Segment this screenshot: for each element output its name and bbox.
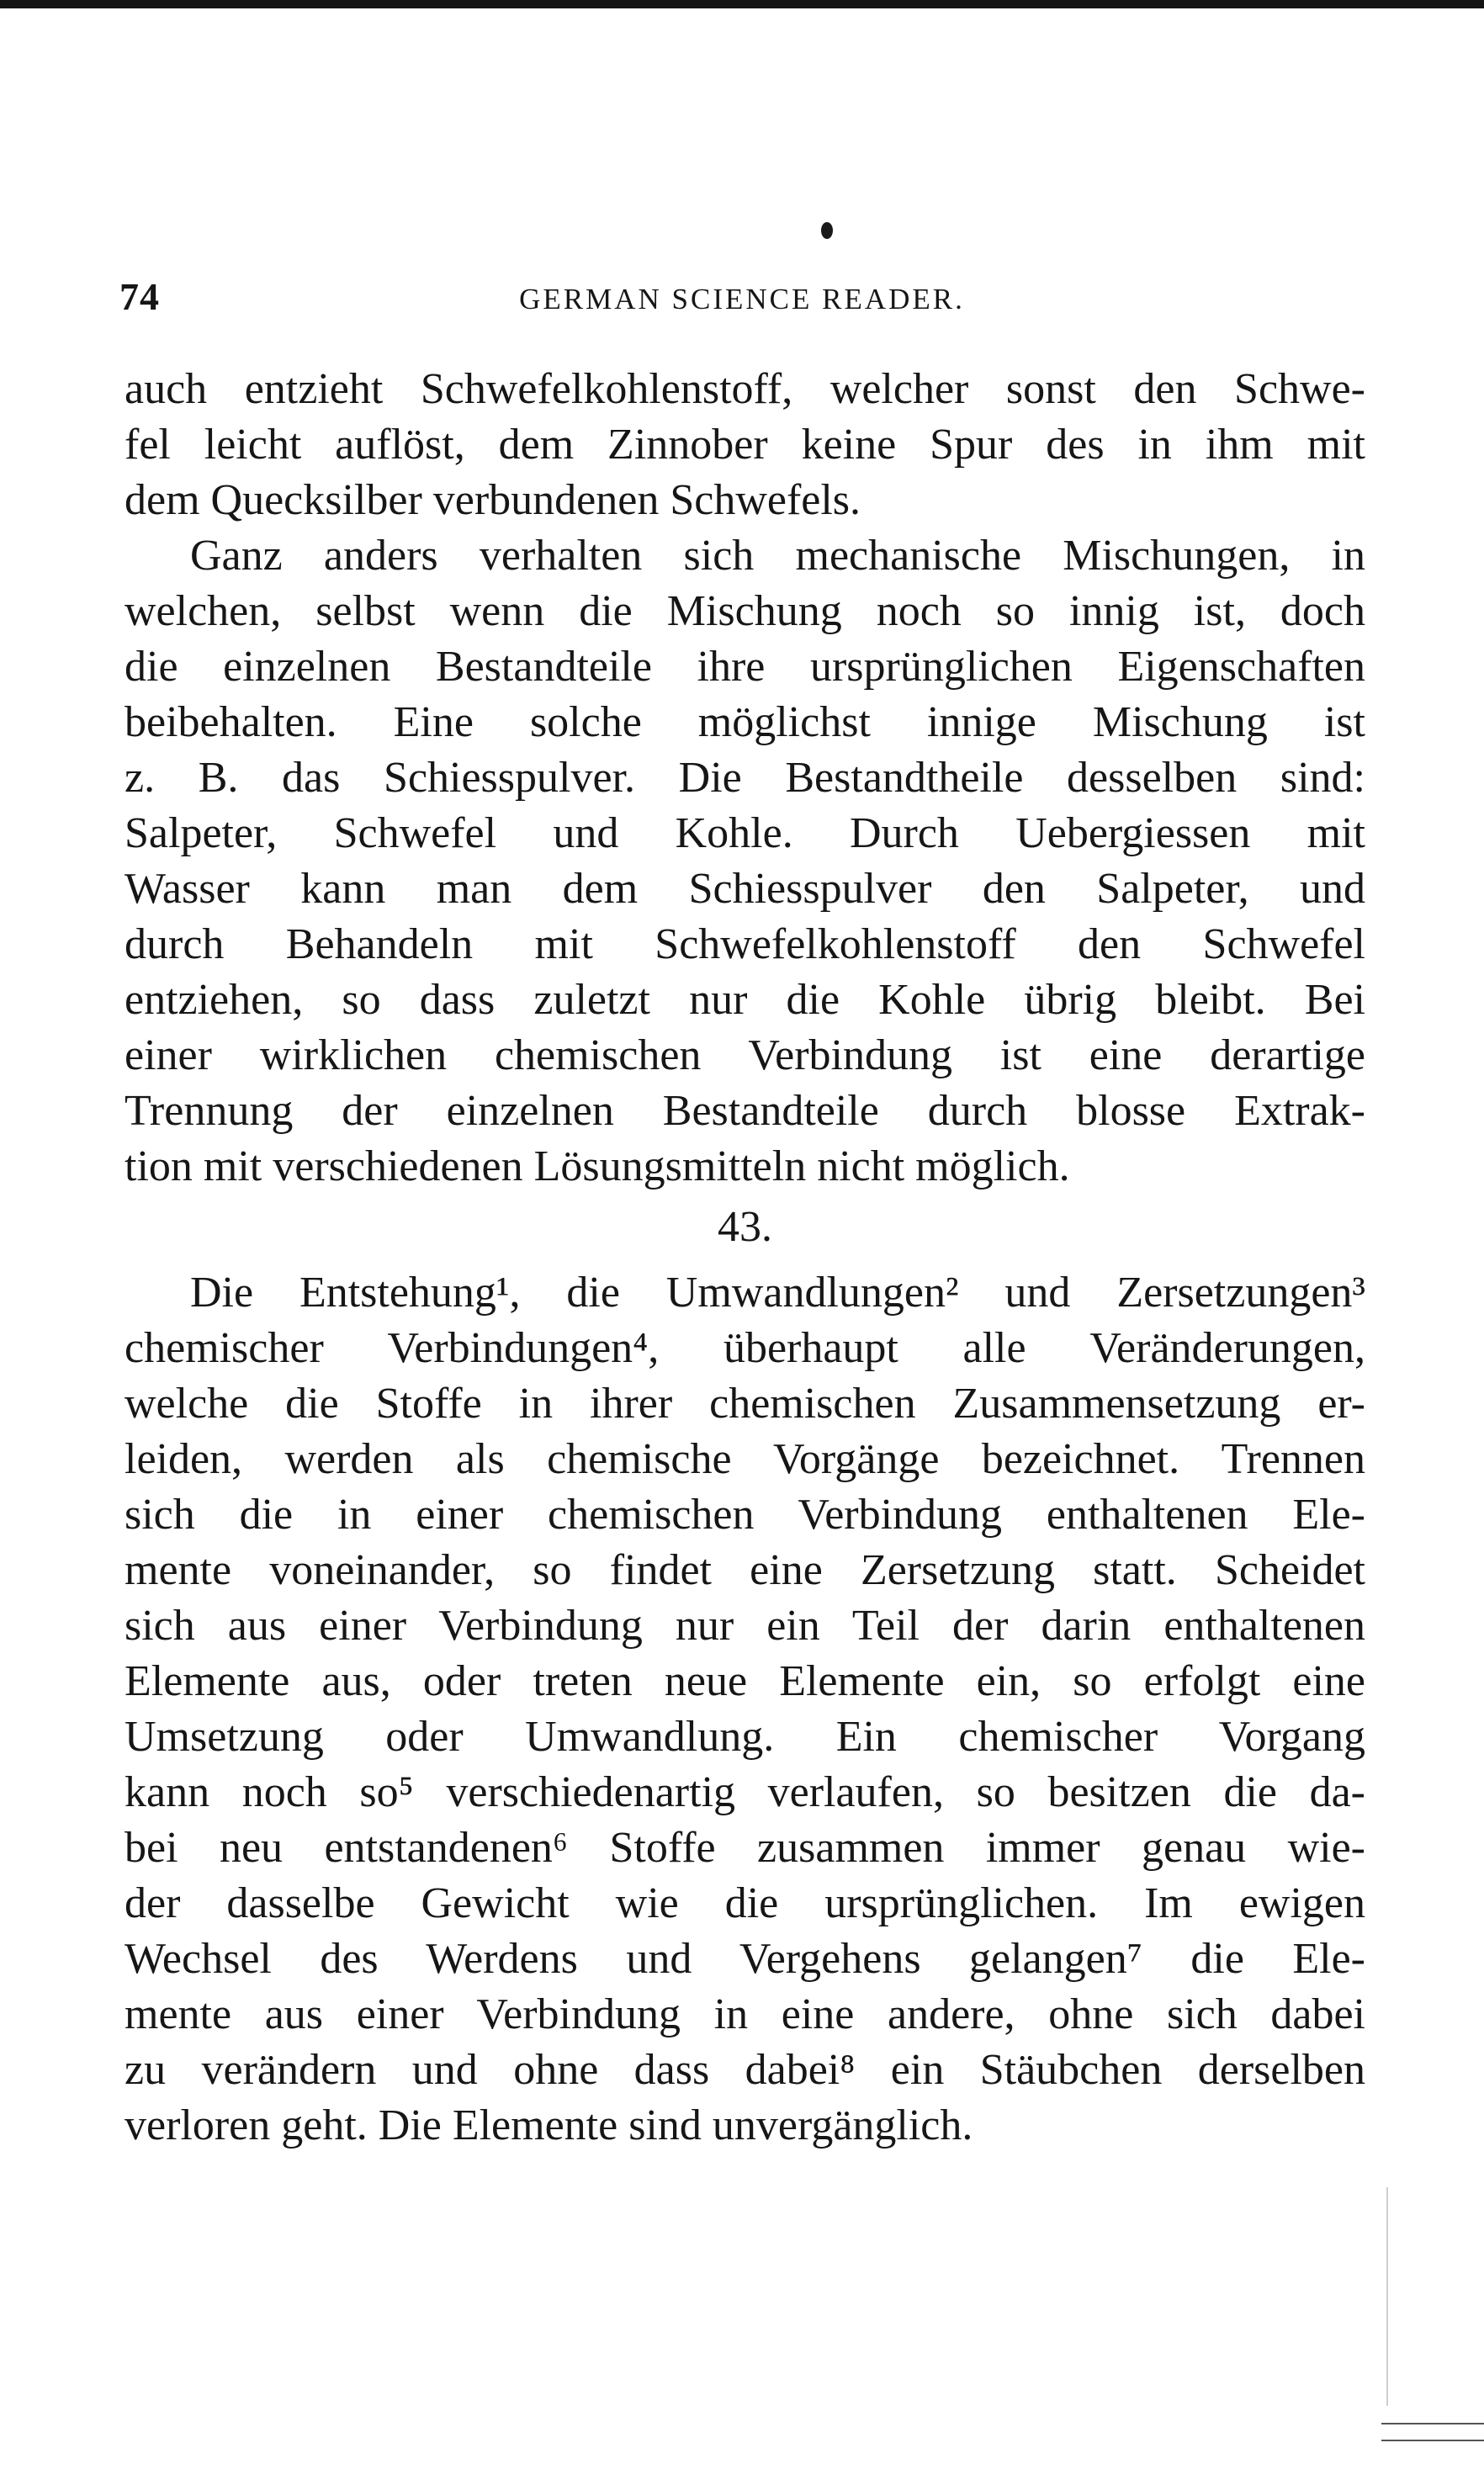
text-line: entziehen, so dass zuletzt nur die Kohle übrig bleibt. Bei [125,976,1365,1024]
text-line: Wechsel des Werdens und Vergehens gelangen⁷ die Ele- [125,1935,1365,1983]
text-line: Elemente aus, oder treten neue Elemente ein, so erfolgt eine [125,1657,1365,1705]
text-line: chemischer Verbindungen⁴, überhaupt alle Veränderungen, [125,1324,1365,1372]
text-line: sich die in einer chemischen Verbindung enthaltenen Ele- [125,1491,1365,1539]
text-line: bei neu entstandenen⁶ Stoffe zusammen immer genau wie- [125,1824,1365,1872]
page-number: 74 [119,275,160,318]
text-line: mente voneinander, so findet eine Zersetzung statt. Scheidet [125,1546,1365,1594]
text-line: welche die Stoffe in ihrer chemischen Zusammensetzung er- [125,1380,1365,1428]
text-line: Salpeter, Schwefel und Kohle. Durch Uebergiessen mit [125,809,1365,857]
text-line: tion mit verschiedenen Lösungsmitteln nicht möglich. [125,1142,1070,1190]
body-text [125,362,1365,2154]
text-line: mente aus einer Verbindung in eine andere, ohne sich dabei [125,1990,1365,2038]
paragraph-2 [125,528,1365,1195]
text-line: die einzelnen Bestandteile ihre ursprünglichen Eigenschaften [125,643,1365,691]
text-line: verloren geht. Die Elemente sind unvergänglich. [125,2101,973,2149]
top-border [0,0,1484,8]
corner-rule [1381,2423,1484,2424]
ink-spot [821,222,833,239]
section-number: 43. [718,1203,772,1251]
corner-rule [1381,2440,1484,2441]
text-line: der dasselbe Gewicht wie die ursprünglichen. Im ewigen [125,1879,1365,1927]
text-line: durch Behandeln mit Schwefelkohlenstoff den Schwefel [125,920,1365,968]
text-line: Die Entstehung¹, die Umwandlungen² und Zersetzungen³ [190,1269,1365,1317]
paragraph-3 [125,1265,1365,2154]
text-line: dem Quecksilber verbundenen Schwefels. [125,476,861,524]
text-line: einer wirklichen chemischen Verbindung ist eine derartige [125,1031,1365,1079]
text-line: auch entzieht Schwefelkohlenstoff, welcher sonst den Schwe- [125,365,1365,413]
text-line: z. B. das Schiesspulver. Die Bestandtheile desselben sind: [125,754,1365,802]
text-line: kann noch so⁵ verschiedenartig verlaufen, so besitzen die da- [125,1768,1365,1816]
text-line: Trennung der einzelnen Bestandteile durch blosse Extrak- [125,1087,1365,1135]
text-line: Ganz anders verhalten sich mechanische Mischungen, in [190,532,1365,580]
margin-line [1386,2187,1388,2406]
text-line: Umsetzung oder Umwandlung. Ein chemischer Vorgang [125,1713,1365,1761]
text-line: leiden, werden als chemische Vorgänge bezeichnet. Trennen [125,1435,1365,1483]
text-line: Wasser kann man dem Schiesspulver den Salpeter, und [125,865,1365,913]
paragraph-1 [125,362,1365,528]
running-head: GERMAN SCIENCE READER. [519,283,965,315]
text-line: welchen, selbst wenn die Mischung noch so innig ist, doch [125,587,1365,635]
text-line: sich aus einer Verbindung nur ein Teil der darin enthaltenen [125,1602,1365,1650]
text-line: fel leicht auflöst, dem Zinnober keine Spur des in ihm mit [125,421,1365,469]
text-line: beibehalten. Eine solche möglichst innige Mischung ist [125,698,1365,746]
text-line: zu verändern und ohne dass dabei⁸ ein Stäubchen derselben [125,2046,1365,2094]
